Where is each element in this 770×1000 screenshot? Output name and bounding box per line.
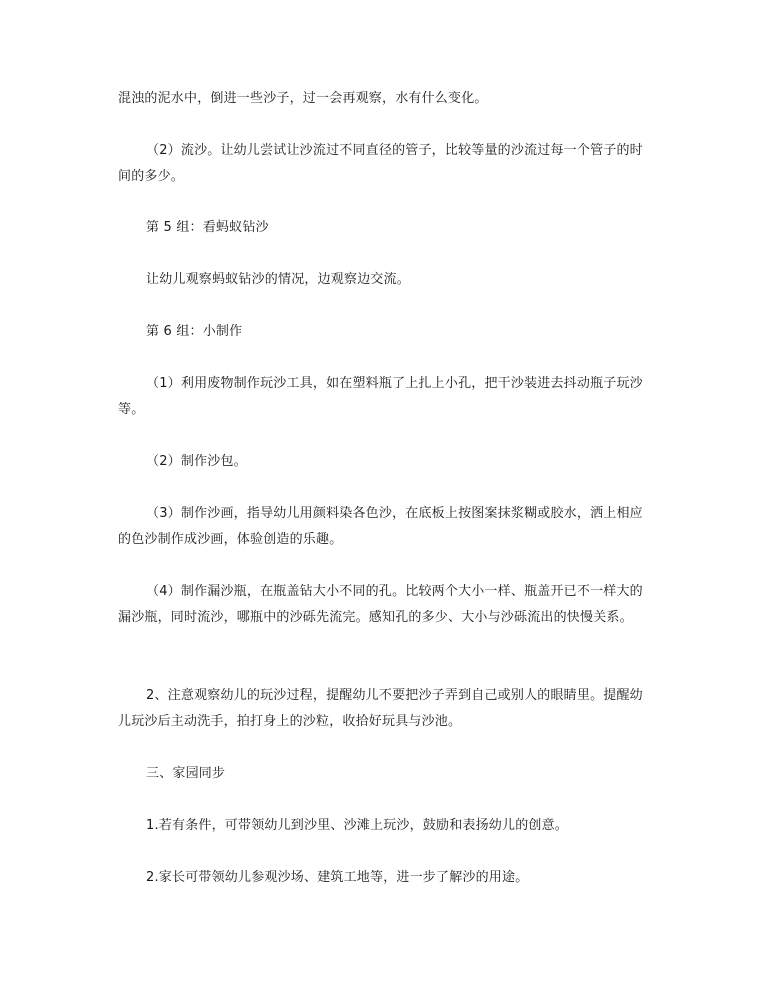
section-heading-home: 三、家园同步: [146, 766, 226, 781]
paragraph-2: （2）流沙。让幼儿尝试让沙流过不同直径的管子，比较等量的沙流过每一个管子的时间的多少。: [118, 143, 643, 184]
paragraph-1: 混浊的泥水中，倒进一些沙子，过一会再观察，水有什么变化。: [118, 91, 488, 106]
paragraph-8: 2、注意观察幼儿的玩沙过程，提醒幼儿不要把沙子弄到自己或别人的眼睛里。提醒幼儿玩沙后主动洗手，拍打身上的沙粒，收拾好玩具与沙池。: [118, 688, 643, 729]
heading-group-6: 第 6 组：小制作: [146, 324, 243, 339]
paragraph-7: （4）制作漏沙瓶，在瓶盖钻大小不同的孔。比较两个大小一样、瓶盖开已不一样大的漏沙瓶，同时流沙，哪瓶中的沙砾先流完。感知孔的多少、大小与沙砾流出的快慢关系。: [118, 584, 643, 625]
paragraph-3: 让幼儿观察蚂蚁钻沙的情况，边观察边交流。: [146, 272, 411, 287]
paragraph-10: 2.家长可带领幼儿参观沙场、建筑工地等，进一步了解沙的用途。: [146, 870, 529, 885]
heading-group-5: 第 5 组：看蚂蚁钻沙: [146, 220, 269, 235]
paragraph-4: （1）利用废物制作玩沙工具，如在塑料瓶了上扎上小孔，把干沙装进去抖动瓶子玩沙等。: [118, 376, 643, 417]
paragraph-6: （3）制作沙画，指导幼儿用颜料染各色沙，在底板上按图案抹浆糊或胶水，洒上相应的色沙制作成沙画，体验创造的乐趣。: [118, 506, 643, 547]
paragraph-5: （2）制作沙包。: [146, 454, 247, 469]
paragraph-9: 1.若有条件，可带领幼儿到沙里、沙滩上玩沙，鼓励和表扬幼儿的创意。: [146, 818, 569, 833]
